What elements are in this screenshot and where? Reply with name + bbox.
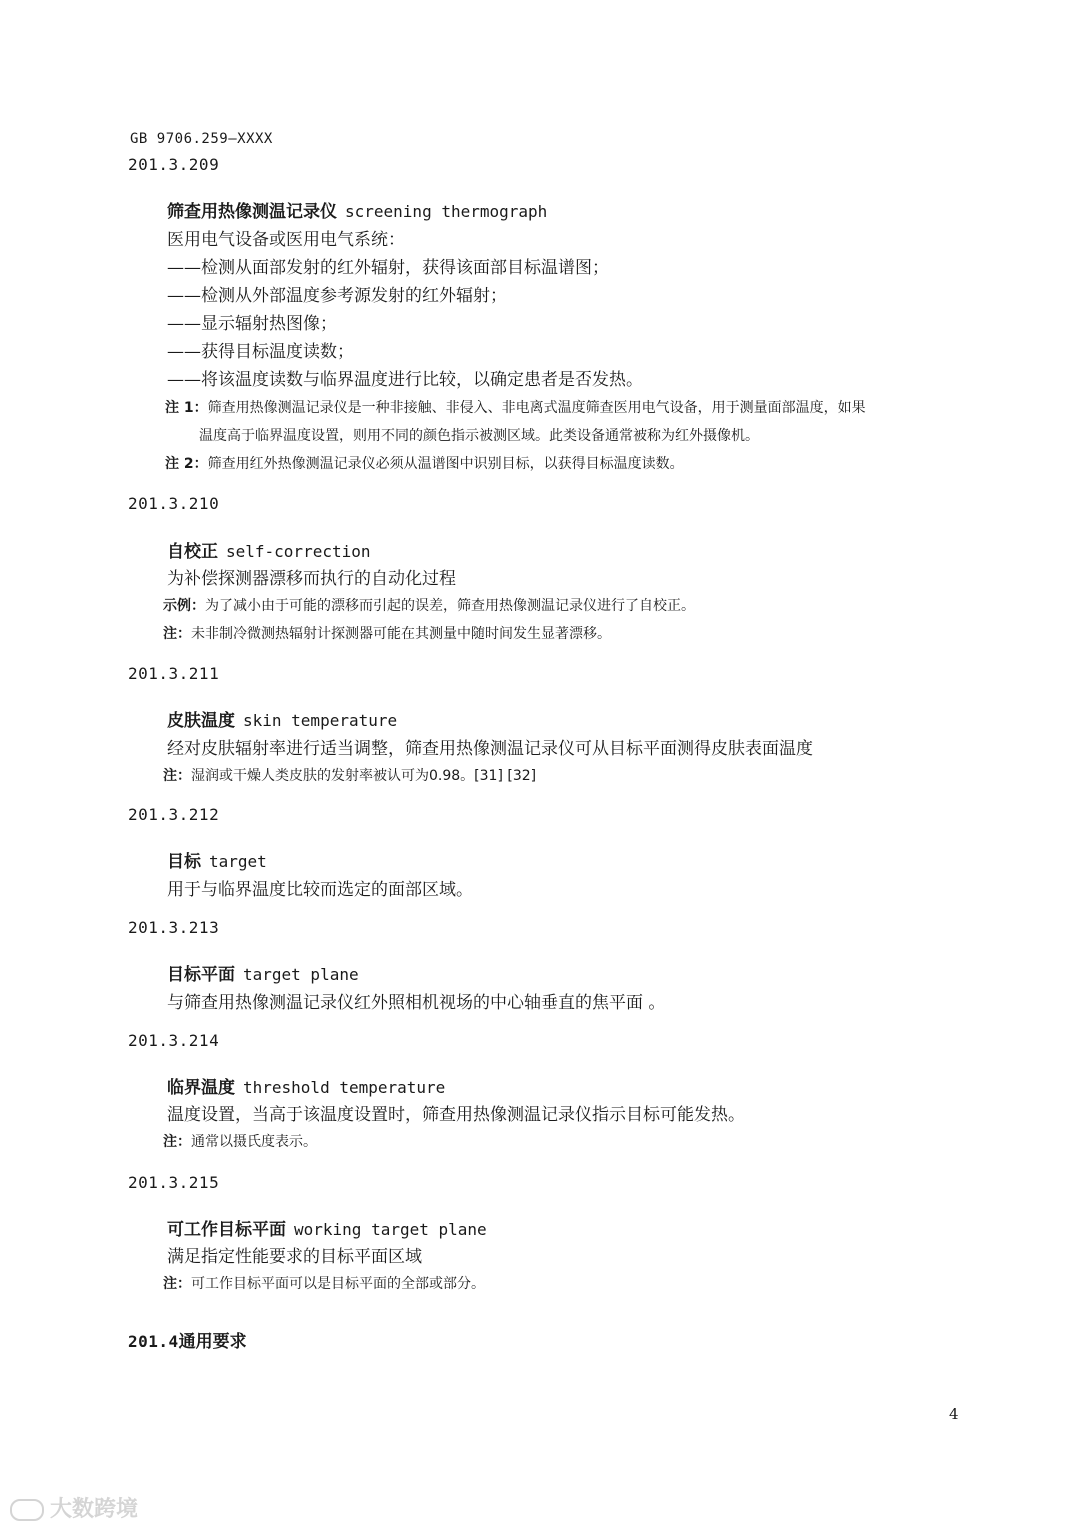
term-en: target plane	[243, 965, 359, 984]
term-en: screening thermograph	[345, 202, 548, 221]
clause-number: 201.3.211	[128, 664, 220, 683]
page-number: 4	[949, 1405, 959, 1423]
definition-line: 医用电气设备或医用电气系统：	[167, 230, 405, 250]
example-text: 为了减小由于可能的漂移而引起的误差，筛查用热像测温记录仪进行了自校正。	[205, 598, 695, 614]
term-zh: 自校正	[167, 542, 218, 562]
clause-number: 201.3.213	[128, 918, 220, 937]
section-number: 201.4	[128, 1332, 179, 1351]
note-text: 筛查用热像测温记录仪是一种非接触、非侵入、非电离式温度筛查医用电气设备，用于测量面部温度，如果	[207, 400, 866, 416]
definition-line: 为补偿探测器漂移而执行的自动化过程	[167, 569, 456, 589]
note-text: 筛查用红外热像测温记录仪必须从温谱图中识别目标，以获得目标温度读数。	[207, 456, 684, 472]
definition-line: ——获得目标温度读数；	[167, 342, 354, 362]
section-heading	[128, 1327, 247, 1352]
note-continuation: 温度高于临界温度设置，则用不同的颜色指示被测区域。此类设备通常被称为红外摄像机。	[199, 428, 759, 444]
example	[163, 595, 695, 615]
definition-line: 与筛查用热像测温记录仪红外照相机视场的中心轴垂直的焦平面 。	[167, 993, 666, 1013]
note	[163, 1273, 485, 1293]
term-heading	[167, 537, 371, 562]
definition-line: ——检测从外部温度参考源发射的红外辐射；	[167, 286, 507, 306]
note-label: 注 2：	[165, 456, 208, 472]
note-label: 注 1：	[165, 400, 208, 416]
term-zh: 可工作目标平面	[167, 1220, 286, 1240]
term-en: threshold temperature	[243, 1078, 446, 1097]
section-title: 通用要求	[178, 1332, 247, 1352]
clause-number: 201.3.210	[128, 494, 220, 513]
definition-line: 用于与临界温度比较而选定的面部区域。	[167, 880, 473, 900]
term-zh: 目标平面	[167, 965, 235, 985]
term-heading	[167, 1073, 445, 1098]
standard-code: GB 9706.259—XXXX	[130, 131, 273, 147]
note-text: 湿润或干燥人类皮肤的发射率被认可为0.98。[31] [32]	[191, 768, 537, 784]
definition-line: 满足指定性能要求的目标平面区域	[167, 1247, 422, 1267]
weibo-logo-icon	[10, 1499, 44, 1521]
note	[163, 623, 611, 643]
watermark	[10, 1492, 138, 1523]
note-label: 注：	[163, 1276, 191, 1292]
clause-number: 201.3.209	[128, 155, 220, 174]
term-en: target	[209, 852, 267, 871]
note	[165, 397, 866, 417]
term-heading	[167, 197, 547, 222]
definition-line: ——检测从面部发射的红外辐射，获得该面部目标温谱图；	[167, 258, 609, 278]
definition-line: 经对皮肤辐射率进行适当调整，筛查用热像测温记录仪可从目标平面测得皮肤表面温度	[167, 739, 813, 759]
term-zh: 临界温度	[167, 1078, 235, 1098]
term-en: working target plane	[294, 1220, 487, 1239]
note-label: 注：	[163, 626, 191, 642]
term-heading	[167, 1215, 487, 1240]
term-heading	[167, 706, 397, 731]
term-zh: 筛查用热像测温记录仪	[167, 202, 337, 222]
term-zh: 皮肤温度	[167, 711, 235, 731]
note	[163, 765, 536, 785]
note-label: 注：	[163, 1134, 191, 1150]
definition-line: ——显示辐射热图像；	[167, 314, 337, 334]
clause-number: 201.3.215	[128, 1173, 220, 1192]
term-en: self-correction	[226, 542, 371, 561]
watermark-text: 大数跨境	[50, 1497, 139, 1522]
note	[165, 453, 684, 473]
clause-number: 201.3.212	[128, 805, 220, 824]
note	[163, 1131, 317, 1151]
note-text: 可工作目标平面可以是目标平面的全部或部分。	[191, 1276, 485, 1292]
definition-line: 温度设置，当高于该温度设置时，筛查用热像测温记录仪指示目标可能发热。	[167, 1105, 745, 1125]
note-text: 通常以摄氏度表示。	[191, 1134, 317, 1150]
term-heading	[167, 960, 359, 985]
term-heading	[167, 847, 267, 872]
term-en: skin temperature	[243, 711, 398, 730]
clause-number: 201.3.214	[128, 1031, 220, 1050]
definition-line: ——将该温度读数与临界温度进行比较，以确定患者是否发热。	[167, 370, 643, 390]
note-label: 注：	[163, 768, 191, 784]
term-zh: 目标	[167, 852, 201, 872]
example-label: 示例：	[163, 598, 205, 614]
note-text: 未非制冷微测热辐射计探测器可能在其测量中随时间发生显著漂移。	[191, 626, 611, 642]
